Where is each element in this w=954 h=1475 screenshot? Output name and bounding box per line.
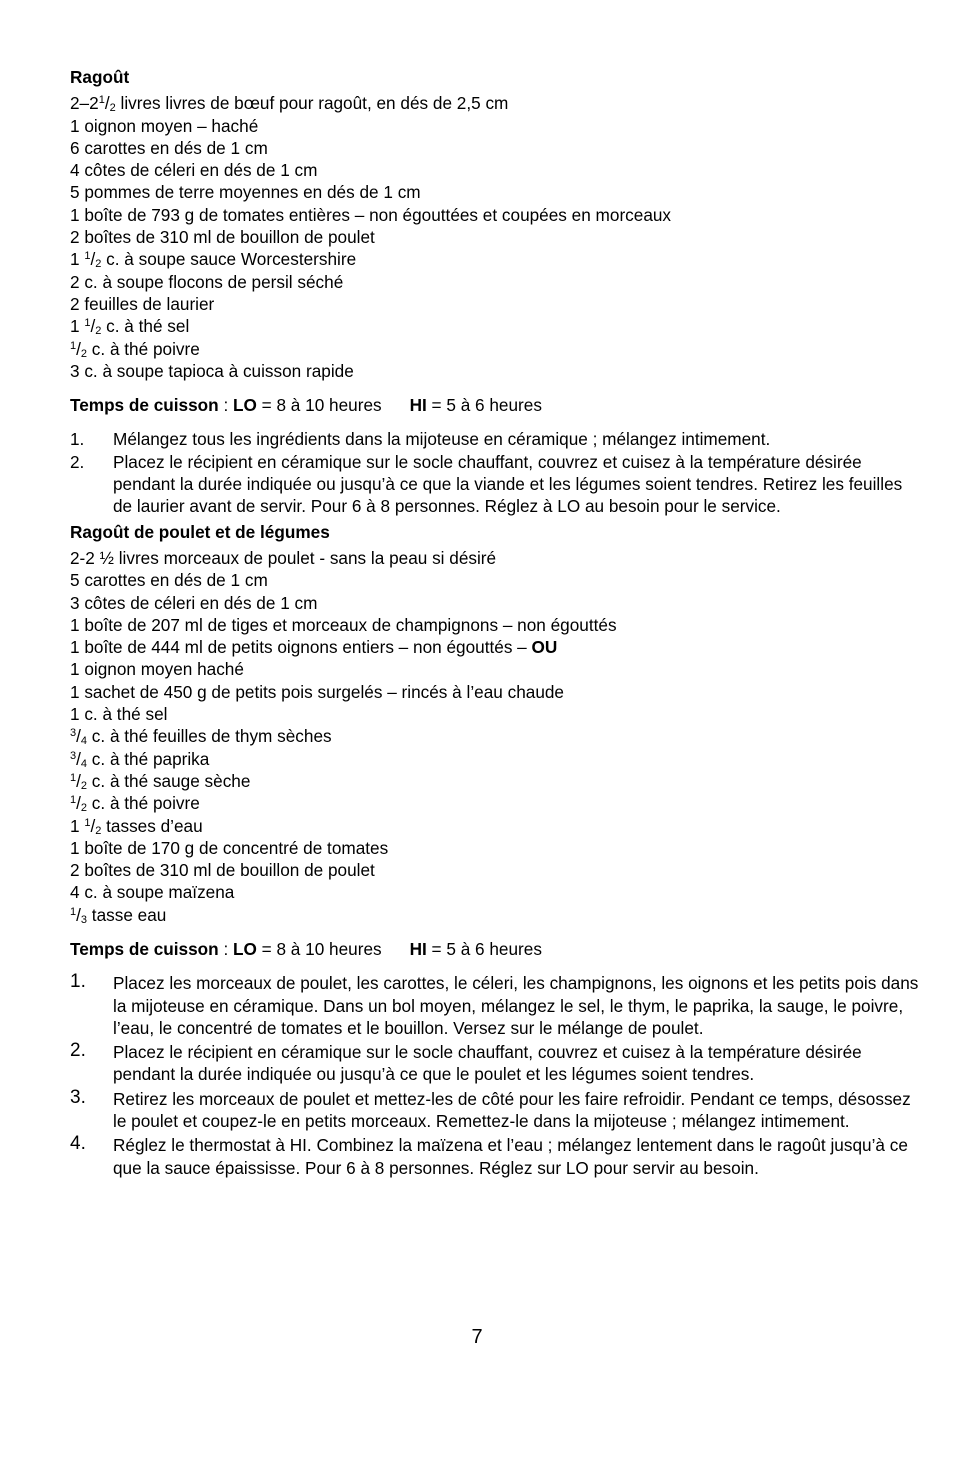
ingredient-text: c. à thé poivre xyxy=(87,338,200,359)
ingredient-text: 4 c. à soupe maïzena xyxy=(70,882,235,903)
ingredient-text: 1 boîte de 793 g de tomates entières – non égouttées et coupées en morceaux xyxy=(70,204,672,225)
ingredient-text: tasse eau xyxy=(87,904,167,925)
ingredient-text: 3 c. à soupe tapioca à cuisson rapide xyxy=(70,360,354,381)
fraction-slash: / xyxy=(90,815,96,836)
ingredient-text: c. à thé feuilles de thym sèches xyxy=(87,726,332,747)
fraction-slash: / xyxy=(76,793,81,814)
step-number: 2. xyxy=(70,1040,86,1062)
ingredient-item xyxy=(70,748,920,770)
cooking-time xyxy=(70,938,920,960)
step-number: 2. xyxy=(70,451,85,472)
fraction-denominator: 2 xyxy=(80,347,88,360)
fraction-numerator: 1 xyxy=(98,94,105,107)
ingredient-item xyxy=(70,293,920,315)
step-text: Placez le récipient en céramique sur le socle chauffant, couvrez et cuisez à la température désirée pendant la durée indiquée ou jusqu’à ce que le poulet et les légumes soient tendres. xyxy=(113,1042,862,1085)
hi-value: = 5 à 6 heures xyxy=(426,395,542,416)
ingredient-item xyxy=(70,904,920,926)
ingredient-text: 1 boîte de 170 g de concentré de tomates xyxy=(70,837,389,858)
ingredient-item xyxy=(70,881,920,903)
step-list xyxy=(70,428,920,517)
ingredient-item xyxy=(70,315,920,337)
fraction-numerator: 1 xyxy=(84,816,91,829)
ingredient-text: 4 côtes de céleri en dés de 1 cm xyxy=(70,160,318,181)
ingredient-item xyxy=(70,658,920,680)
step-item xyxy=(70,451,920,518)
recipe-poulet-legumes xyxy=(70,521,920,1179)
fraction-slash: / xyxy=(76,748,81,769)
ingredient-item xyxy=(70,859,920,881)
ingredient-text: 2-2 ½ livres morceaux de poulet - sans la peau si désiré xyxy=(70,547,497,568)
ingredient-text: 2 feuilles de laurier xyxy=(70,293,215,314)
recipe-title: Ragoût xyxy=(70,67,130,87)
step-text: Mélangez tous les ingrédients dans la mijoteuse en céramique ; mélangez intimement. xyxy=(113,429,771,450)
fraction-denominator: 4 xyxy=(80,735,88,748)
ingredient-list xyxy=(70,92,920,382)
ingredient-text: 3 côtes de céleri en dés de 1 cm xyxy=(70,592,318,613)
ingredient-text: 1 xyxy=(70,249,85,270)
fraction-denominator: 2 xyxy=(80,802,88,815)
ingredient-item xyxy=(70,725,920,747)
hi-value: = 5 à 6 heures xyxy=(426,938,542,959)
recipe-ragout xyxy=(70,66,920,518)
step-number: 1. xyxy=(70,971,86,993)
ingredient-text: 1 sachet de 450 g de petits pois surgelés – rincés à l’eau chaude xyxy=(70,681,564,702)
page-number: 7 xyxy=(471,1326,483,1348)
ingredient-text: 1 oignon moyen – haché xyxy=(70,115,259,136)
ingredient-item xyxy=(70,703,920,725)
ingredient-text: 1 xyxy=(70,815,85,836)
ingredient-item xyxy=(70,770,920,792)
step-item xyxy=(70,1041,920,1086)
ingredient-item xyxy=(70,248,920,270)
fraction-slash: / xyxy=(76,726,81,747)
fraction-denominator: 2 xyxy=(95,325,102,338)
ingredient-item xyxy=(70,569,920,591)
ingredient-item xyxy=(70,137,920,159)
ingredient-text: c. à soupe sauce Worcestershire xyxy=(101,249,357,270)
ingredient-item xyxy=(70,837,920,859)
ingredient-text: 2 boîtes de 310 ml de bouillon de poulet xyxy=(70,860,375,881)
ingredient-item xyxy=(70,115,920,137)
fraction-slash: / xyxy=(76,338,81,359)
fraction-slash: / xyxy=(104,93,110,114)
fraction-numerator: 1 xyxy=(70,771,77,784)
ingredient-list xyxy=(70,547,920,926)
cooking-time-label: Temps de cuisson xyxy=(70,395,219,416)
ingredient-text: 2 c. à soupe flocons de persil séché xyxy=(70,271,344,292)
ingredient-item xyxy=(70,271,920,293)
fraction-denominator: 2 xyxy=(95,258,102,271)
ingredient-text: 6 carottes en dés de 1 cm xyxy=(70,137,268,158)
recipe-title: Ragoût de poulet et de légumes xyxy=(70,521,330,542)
lo-label: LO xyxy=(233,938,257,959)
step-item xyxy=(70,972,920,1039)
fraction-numerator: 1 xyxy=(70,905,77,918)
step-item xyxy=(70,428,920,450)
fraction-denominator: 2 xyxy=(80,779,88,792)
cooking-time-label: Temps de cuisson xyxy=(70,938,219,959)
ingredient-text: c. à thé poivre xyxy=(87,793,200,814)
ingredient-text: 1 oignon moyen haché xyxy=(70,659,244,680)
fraction-numerator: 3 xyxy=(70,749,77,762)
fraction-numerator: 1 xyxy=(70,339,77,352)
ingredient-text: c. à thé sel xyxy=(101,316,190,337)
ingredient-item xyxy=(70,681,920,703)
ingredient-item xyxy=(70,547,920,569)
ingredient-item xyxy=(70,92,920,114)
ingredient-text: 5 pommes de terre moyennes en dés de 1 cm xyxy=(70,182,421,203)
fraction-denominator: 3 xyxy=(80,913,88,926)
ingredient-item xyxy=(70,614,920,636)
hi-label: HI xyxy=(409,395,427,416)
step-number: 4. xyxy=(70,1133,86,1155)
cooking-time xyxy=(70,394,920,416)
step-number: 3. xyxy=(70,1086,86,1108)
ingredient-text: c. à thé sauge sèche xyxy=(87,770,251,791)
ingredient-item xyxy=(70,592,920,614)
fraction-numerator: 1 xyxy=(70,794,77,807)
fraction-denominator: 2 xyxy=(95,824,102,837)
ingredient-text: 1 xyxy=(70,316,85,337)
step-text: Placez le récipient en céramique sur le socle chauffant, couvrez et cuisez à la température désirée pendant la durée indiquée ou jusqu’à ce que la viande et les légumes soient tendres. Retirez les feuilles de laurier avant de servir. Pour 6 à 8 personnes. Réglez à LO au besoin pour le service. xyxy=(113,451,903,517)
step-list xyxy=(70,972,920,1179)
ingredient-emphasis: OU xyxy=(531,637,558,658)
hi-label: HI xyxy=(409,938,427,959)
ingredient-text: 2 boîtes de 310 ml de bouillon de poulet xyxy=(70,227,375,248)
ingredient-item xyxy=(70,159,920,181)
ingredient-item xyxy=(70,360,920,382)
ingredient-text: 1 boîte de 207 ml de tiges et morceaux de champignons – non égouttés xyxy=(70,614,617,635)
ingredient-text: 1 c. à thé sel xyxy=(70,704,168,725)
cooking-time-sep: : xyxy=(218,938,234,959)
ingredient-text: 2–2 xyxy=(70,93,99,114)
lo-value: = 8 à 10 heures xyxy=(256,938,382,959)
step-item xyxy=(70,1088,920,1133)
step-item xyxy=(70,1134,920,1179)
fraction-slash: / xyxy=(76,904,81,925)
fraction-numerator: 1 xyxy=(84,317,91,330)
ingredient-text: c. à thé paprika xyxy=(87,748,210,769)
ingredient-item xyxy=(70,792,920,814)
lo-label: LO xyxy=(233,395,257,416)
ingredient-item xyxy=(70,204,920,226)
fraction-slash: / xyxy=(90,316,96,337)
step-text: Retirez les morceaux de poulet et mettez-les de côté pour les faire refroidir. Pendant ce temps, désossez le poulet et coupez-le en petits morceaux. Remettez-le dans la mijoteuse ; mélangez intimement. xyxy=(113,1088,911,1132)
step-text: Placez les morceaux de poulet, les carottes, le céleri, les champignons, les oignons et les petits pois dans la mijoteuse en céramique. Dans un bol moyen, mélangez le sel, le thym, le paprika, la sauge, le poivre, l’eau, le concentré de tomates et le bouillon. Versez sur le mélange de poulet. xyxy=(113,973,919,1038)
fraction-denominator: 2 xyxy=(109,102,116,115)
step-number: 1. xyxy=(70,429,85,450)
ingredient-text: livres livres de bœuf pour ragoût, en dés de 2,5 cm xyxy=(115,93,509,114)
cooking-time-sep: : xyxy=(218,395,234,416)
ingredient-text: 5 carottes en dés de 1 cm xyxy=(70,570,268,591)
fraction-denominator: 4 xyxy=(80,757,88,770)
fraction-numerator: 3 xyxy=(70,727,77,740)
step-text: Réglez le thermostat à HI. Combinez la maïzena et l’eau ; mélangez lentement dans le ragoût jusqu’à ce que la sauce épaississe. Pour 6 à 8 personnes. Réglez sur LO pour servir au besoin. xyxy=(113,1135,908,1178)
document-page xyxy=(70,66,920,1181)
ingredient-item xyxy=(70,815,920,837)
ingredient-text: tasses d’eau xyxy=(101,815,203,836)
ingredient-text: 1 boîte de 444 ml de petits oignons entiers – non égouttés – xyxy=(70,637,532,658)
ingredient-item xyxy=(70,636,920,658)
fraction-slash: / xyxy=(90,249,96,270)
fraction-slash: / xyxy=(76,770,81,791)
ingredient-item xyxy=(70,338,920,360)
lo-value: = 8 à 10 heures xyxy=(256,395,382,416)
fraction-numerator: 1 xyxy=(84,250,91,263)
ingredient-item xyxy=(70,226,920,248)
ingredient-item xyxy=(70,181,920,203)
